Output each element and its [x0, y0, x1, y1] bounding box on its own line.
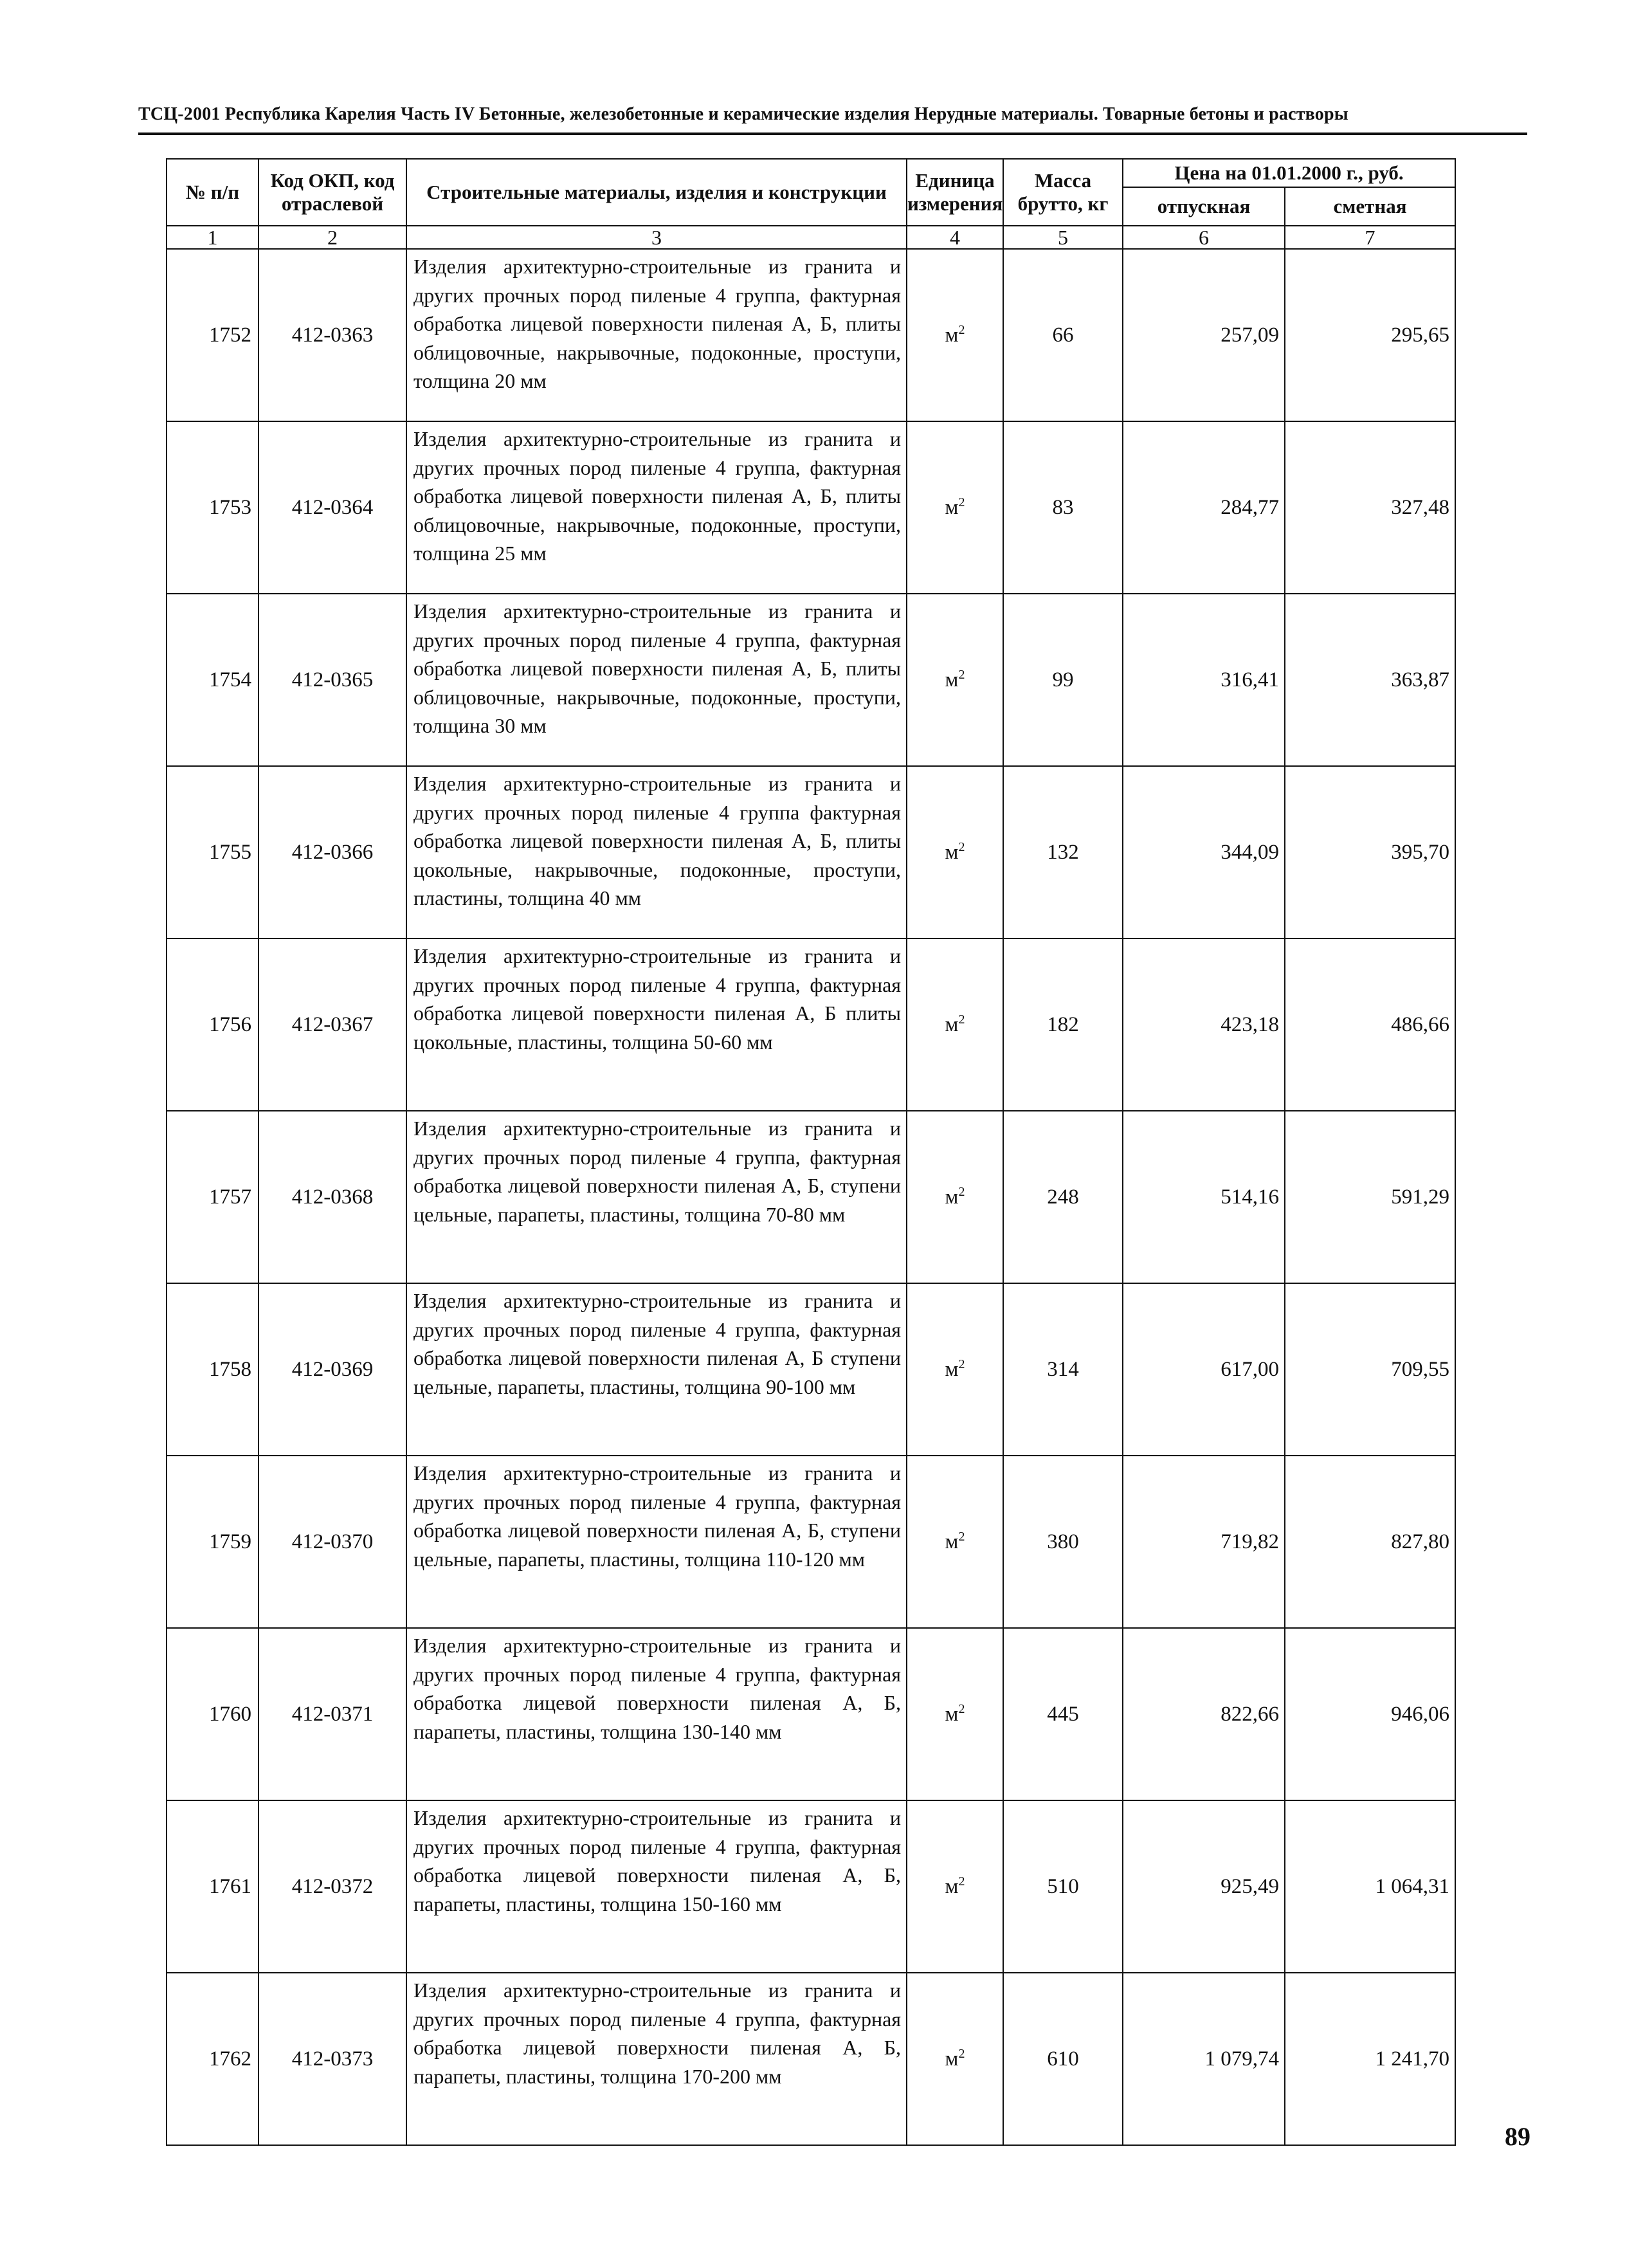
unit: $м^2$: [907, 594, 1003, 766]
table-row: [167, 1283, 1455, 1456]
okp-code: 412-0373: [259, 1973, 406, 2145]
material-description: Изделия архитектурно-строительные из гранита и других прочных пород пиленые 4 группа, фактурная обработка лицевой поверхности пиленая А, Б, ступени цельные, парапеты, пластины, толщина 70-80 мм: [406, 1111, 907, 1283]
unit: $м^2$: [907, 249, 1003, 421]
okp-code: 412-0366: [259, 766, 406, 938]
material-description: Изделия архитектурно-строительные из гранита и других прочных пород пиленые 4 группа, фактурная обработка лицевой поверхности пиленая А, Б, парапеты, пластины, толщина 150-160 мм: [406, 1800, 907, 1973]
okp-code: 412-0364: [259, 421, 406, 594]
release-price: 344,09: [1123, 766, 1285, 938]
col-header-code: Код ОКП, код отраслевой: [259, 159, 406, 226]
row-number: 1753: [167, 421, 259, 594]
table-row: [167, 766, 1455, 938]
material-description: Изделия архитектурно-строительные из гранита и других прочных пород пиленые 4 группа, фактурная обработка лицевой поверхности пиленая А, Б, плиты облицовочные, накрывочные, подоконные, проступи, толщина 30 мм: [406, 594, 907, 766]
gross-mass: 182: [1003, 938, 1123, 1111]
release-price: 257,09: [1123, 249, 1285, 421]
row-number: 1761: [167, 1800, 259, 1973]
table-row: [167, 1628, 1455, 1800]
header-divider: [138, 133, 1527, 135]
gross-mass: 248: [1003, 1111, 1123, 1283]
estimate-price: 327,48: [1285, 421, 1455, 594]
okp-code: 412-0372: [259, 1800, 406, 1973]
okp-code: 412-0363: [259, 249, 406, 421]
estimate-price: 395,70: [1285, 766, 1455, 938]
col-header-price-estimate: сметная: [1285, 187, 1455, 226]
row-number: 1755: [167, 766, 259, 938]
unit: $м^2$: [907, 1973, 1003, 2145]
release-price: 316,41: [1123, 594, 1285, 766]
material-description: Изделия архитектурно-строительные из гранита и других прочных пород пиленые 4 группа, фактурная обработка лицевой поверхности пиленая А, Б, парапеты, пластины, толщина 130-140 мм: [406, 1628, 907, 1800]
column-number: 3: [406, 226, 907, 249]
unit: $м^2$: [907, 1111, 1003, 1283]
column-number: 5: [1003, 226, 1123, 249]
material-description: Изделия архитектурно-строительные из гранита и других прочных пород пиленые 4 группа фактурная обработка лицевой поверхности пиленая А, Б, плиты цокольные, накрывочные, подоконные, проступи, пластины, толщина 40 мм: [406, 766, 907, 938]
gross-mass: 610: [1003, 1973, 1123, 2145]
gross-mass: 445: [1003, 1628, 1123, 1800]
gross-mass: 83: [1003, 421, 1123, 594]
row-number: 1758: [167, 1283, 259, 1456]
unit: $м^2$: [907, 1628, 1003, 1800]
unit: $м^2$: [907, 938, 1003, 1111]
material-description: Изделия архитектурно-строительные из гранита и других прочных пород пиленые 4 группа, фактурная обработка лицевой поверхности пиленая А, Б, ступени цельные, парапеты, пластины, толщина 110-120 мм: [406, 1456, 907, 1628]
table-row: [167, 421, 1455, 594]
unit: $м^2$: [907, 1800, 1003, 1973]
table-row: [167, 1456, 1455, 1628]
gross-mass: 66: [1003, 249, 1123, 421]
gross-mass: 510: [1003, 1800, 1123, 1973]
estimate-price: 486,66: [1285, 938, 1455, 1111]
release-price: 617,00: [1123, 1283, 1285, 1456]
release-price: 719,82: [1123, 1456, 1285, 1628]
release-price: 925,49: [1123, 1800, 1285, 1973]
unit: $м^2$: [907, 766, 1003, 938]
column-number: 1: [167, 226, 259, 249]
release-price: 284,77: [1123, 421, 1285, 594]
material-description: Изделия архитектурно-строительные из гранита и других прочных пород пиленые 4 группа, фактурная обработка лицевой поверхности пиленая А, Б плиты цокольные, пластины, толщина 50-60 мм: [406, 938, 907, 1111]
col-header-price-group: Цена на 01.01.2000 г., руб.: [1123, 159, 1455, 187]
release-price: 822,66: [1123, 1628, 1285, 1800]
gross-mass: 314: [1003, 1283, 1123, 1456]
table-row: [167, 1800, 1455, 1973]
okp-code: 412-0369: [259, 1283, 406, 1456]
unit: $м^2$: [907, 421, 1003, 594]
column-number: 4: [907, 226, 1003, 249]
material-description: Изделия архитектурно-строительные из гранита и других прочных пород пиленые 4 группа, фактурная обработка лицевой поверхности пиленая А, Б ступени цельные, парапеты, пластины, толщина 90-100 мм: [406, 1283, 907, 1456]
table-row: [167, 938, 1455, 1111]
estimate-price: 295,65: [1285, 249, 1455, 421]
unit: $м^2$: [907, 1283, 1003, 1456]
col-header-num: № п/п: [167, 159, 259, 226]
estimate-price: 1 064,31: [1285, 1800, 1455, 1973]
material-description: Изделия архитектурно-строительные из гранита и других прочных пород пиленые 4 группа, фактурная обработка лицевой поверхности пиленая А, Б, парапеты, пластины, толщина 170-200 мм: [406, 1973, 907, 2145]
gross-mass: 99: [1003, 594, 1123, 766]
material-description: Изделия архитектурно-строительные из гранита и других прочных пород пиленые 4 группа, фактурная обработка лицевой поверхности пиленая А, Б, плиты облицовочные, накрывочные, подоконные, проступи, толщина 25 мм: [406, 421, 907, 594]
table-row: [167, 249, 1455, 421]
estimate-price: 827,80: [1285, 1456, 1455, 1628]
unit: $м^2$: [907, 1456, 1003, 1628]
table-row: [167, 1973, 1455, 2145]
column-number: 2: [259, 226, 406, 249]
estimate-price: 1 241,70: [1285, 1973, 1455, 2145]
gross-mass: 380: [1003, 1456, 1123, 1628]
estimate-price: 946,06: [1285, 1628, 1455, 1800]
release-price: 1 079,74: [1123, 1973, 1285, 2145]
release-price: 423,18: [1123, 938, 1285, 1111]
row-number: 1760: [167, 1628, 259, 1800]
table-row: [167, 1111, 1455, 1283]
okp-code: 412-0367: [259, 938, 406, 1111]
okp-code: 412-0370: [259, 1456, 406, 1628]
column-number: 6: [1123, 226, 1285, 249]
estimate-price: 709,55: [1285, 1283, 1455, 1456]
okp-code: 412-0365: [259, 594, 406, 766]
row-number: 1759: [167, 1456, 259, 1628]
estimate-price: 363,87: [1285, 594, 1455, 766]
col-header-price-release: отпускная: [1123, 187, 1285, 226]
row-number: 1754: [167, 594, 259, 766]
col-header-mass: Масса брутто, кг: [1003, 159, 1123, 226]
gross-mass: 132: [1003, 766, 1123, 938]
row-number: 1762: [167, 1973, 259, 2145]
okp-code: 412-0368: [259, 1111, 406, 1283]
column-number: 7: [1285, 226, 1455, 249]
col-header-name: Строительные материалы, изделия и конструкции: [406, 159, 907, 226]
row-number: 1757: [167, 1111, 259, 1283]
row-number: 1756: [167, 938, 259, 1111]
release-price: 514,16: [1123, 1111, 1285, 1283]
material-description: Изделия архитектурно-строительные из гранита и других прочных пород пиленые 4 группа, фактурная обработка лицевой поверхности пиленая А, Б, плиты облицовочные, накрывочные, подоконные, проступи, толщина 20 мм: [406, 249, 907, 421]
running-header: ТСЦ-2001 Республика Карелия Часть IV Бетонные, железобетонные и керамические изделия Нерудные материалы. Товарные бетоны и растворы: [138, 104, 1348, 124]
okp-code: 412-0371: [259, 1628, 406, 1800]
page-number: 89: [1505, 2122, 1530, 2151]
col-header-unit: Единица измерения: [907, 159, 1003, 226]
price-table: [166, 158, 1456, 2146]
table-row: [167, 594, 1455, 766]
row-number: 1752: [167, 249, 259, 421]
estimate-price: 591,29: [1285, 1111, 1455, 1283]
